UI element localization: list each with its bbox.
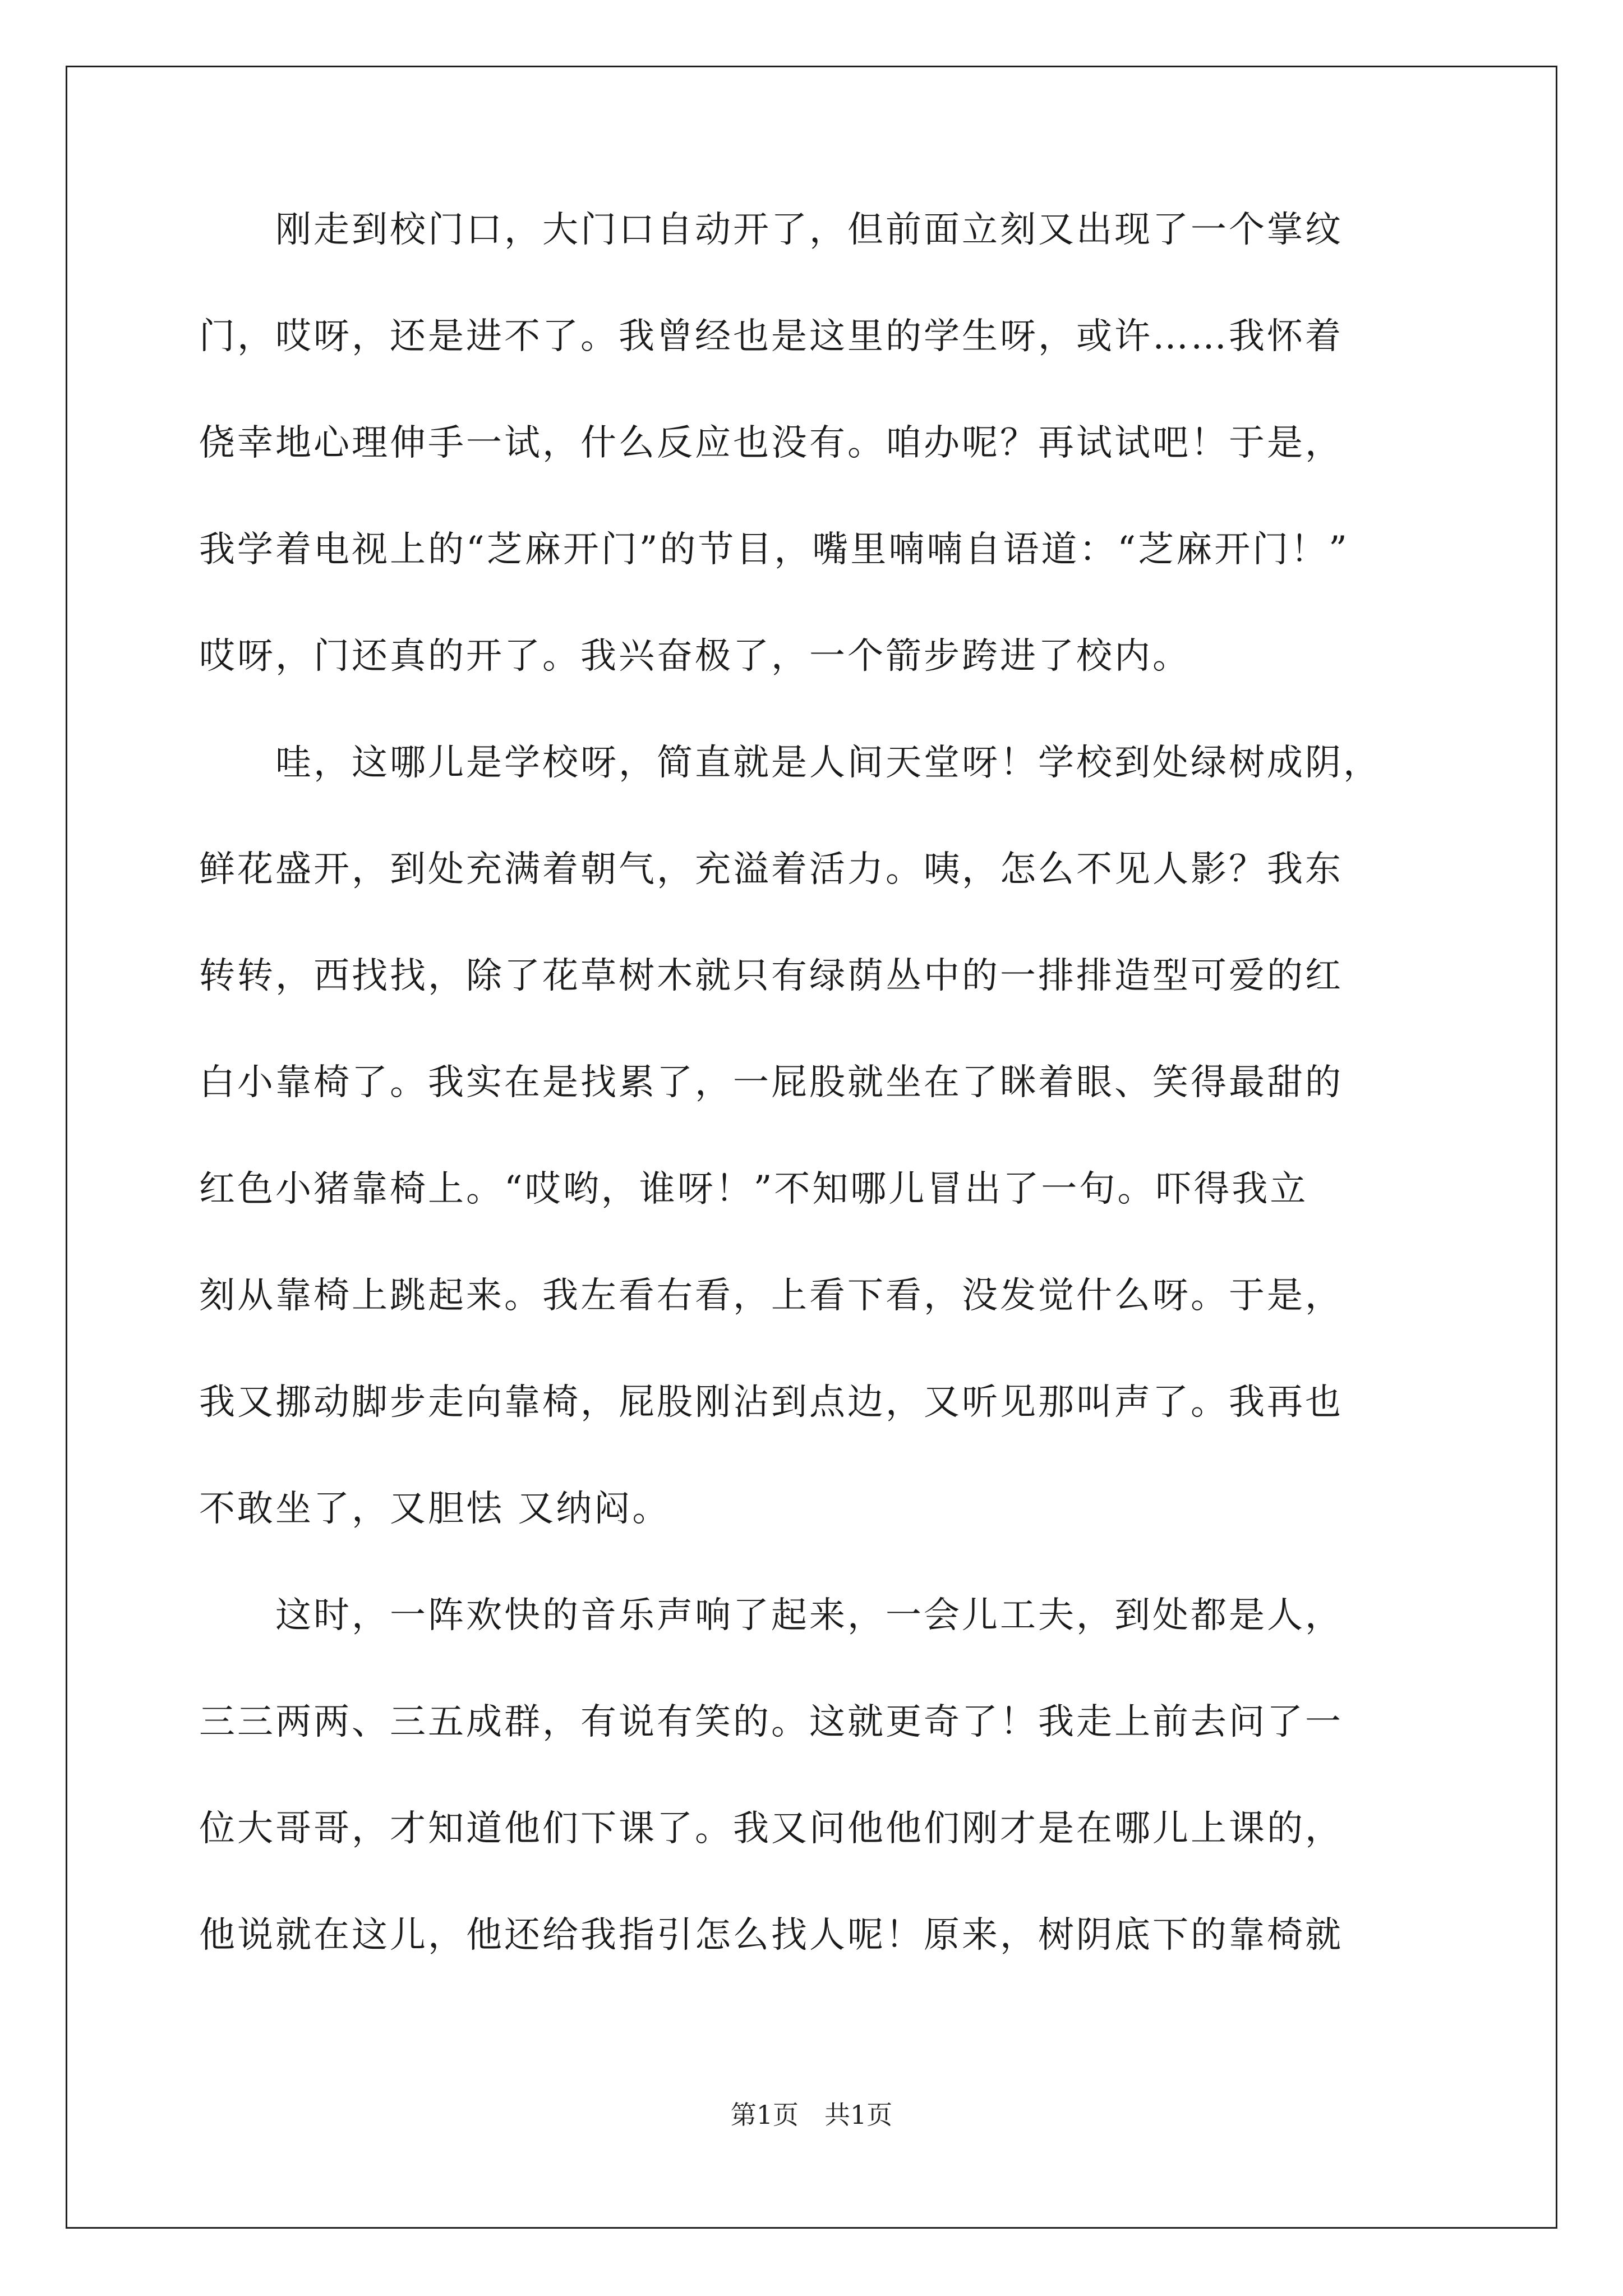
text-line: 红色小猪靠椅上。“哎哟，谁呀！”不知哪儿冒出了一句。吓得我立 [199,1168,1308,1210]
text-line: 侥幸地心理伸手一试，什么反应也没有。咱办呢？再试试吧！于是， [199,422,1343,464]
text-line: 这时，一阵欢快的音乐声响了起来，一会儿工夫，到处都是人， [199,1595,1343,1636]
text-line: 刚走到校门口，大门口自动开了，但前面立刻又出现了一个掌纹 [199,209,1343,251]
text-line: 位大哥哥，才知道他们下课了。我又问他他们刚才是在哪儿上课的， [199,1808,1343,1849]
text-line: 我学着电视上的“芝麻开门”的节目，嘴里喃喃自语道：“芝麻开门！” [199,529,1349,570]
text-line: 我又挪动脚步走向靠椅，屁股刚沾到点边，又听见那叫声了。我再也 [199,1382,1343,1423]
text-line: 刻从靠椅上跳起来。我左看右看，上看下看，没发觉什么呀。于是， [199,1275,1343,1317]
text-line: 转转，西找找，除了花草树木就只有绿荫丛中的一排排造型可爱的红 [199,955,1343,997]
text-line: 他说就在这儿，他还给我指引怎么找人呢！原来，树阴底下的靠椅就 [199,1915,1343,1956]
text-line: 哇，这哪儿是学校呀，简直就是人间天堂呀！学校到处绿树成阴， [199,742,1381,784]
text-line: 白小靠椅了。我实在是找累了，一屁股就坐在了眯着眼、笑得最甜的 [199,1062,1343,1103]
page-footer: 第1页 共1页 [730,2100,893,2130]
text-line: 哎呀，门还真的开了。我兴奋极了，一个箭步跨进了校内。 [199,636,1191,677]
text-line: 门，哎呀，还是进不了。我曾经也是这里的学生呀，或许……我怀着 [199,316,1343,357]
text-line: 不敢坐了，又胆怯 又纳闷。 [199,1488,671,1530]
page-border [66,66,1557,2229]
text-line: 三三两两、三五成群，有说有笑的。这就更奇了！我走上前去问了一 [199,1701,1343,1743]
text-line: 鲜花盛开，到处充满着朝气，充溢着活力。咦，怎么不见人影？我东 [199,849,1343,890]
